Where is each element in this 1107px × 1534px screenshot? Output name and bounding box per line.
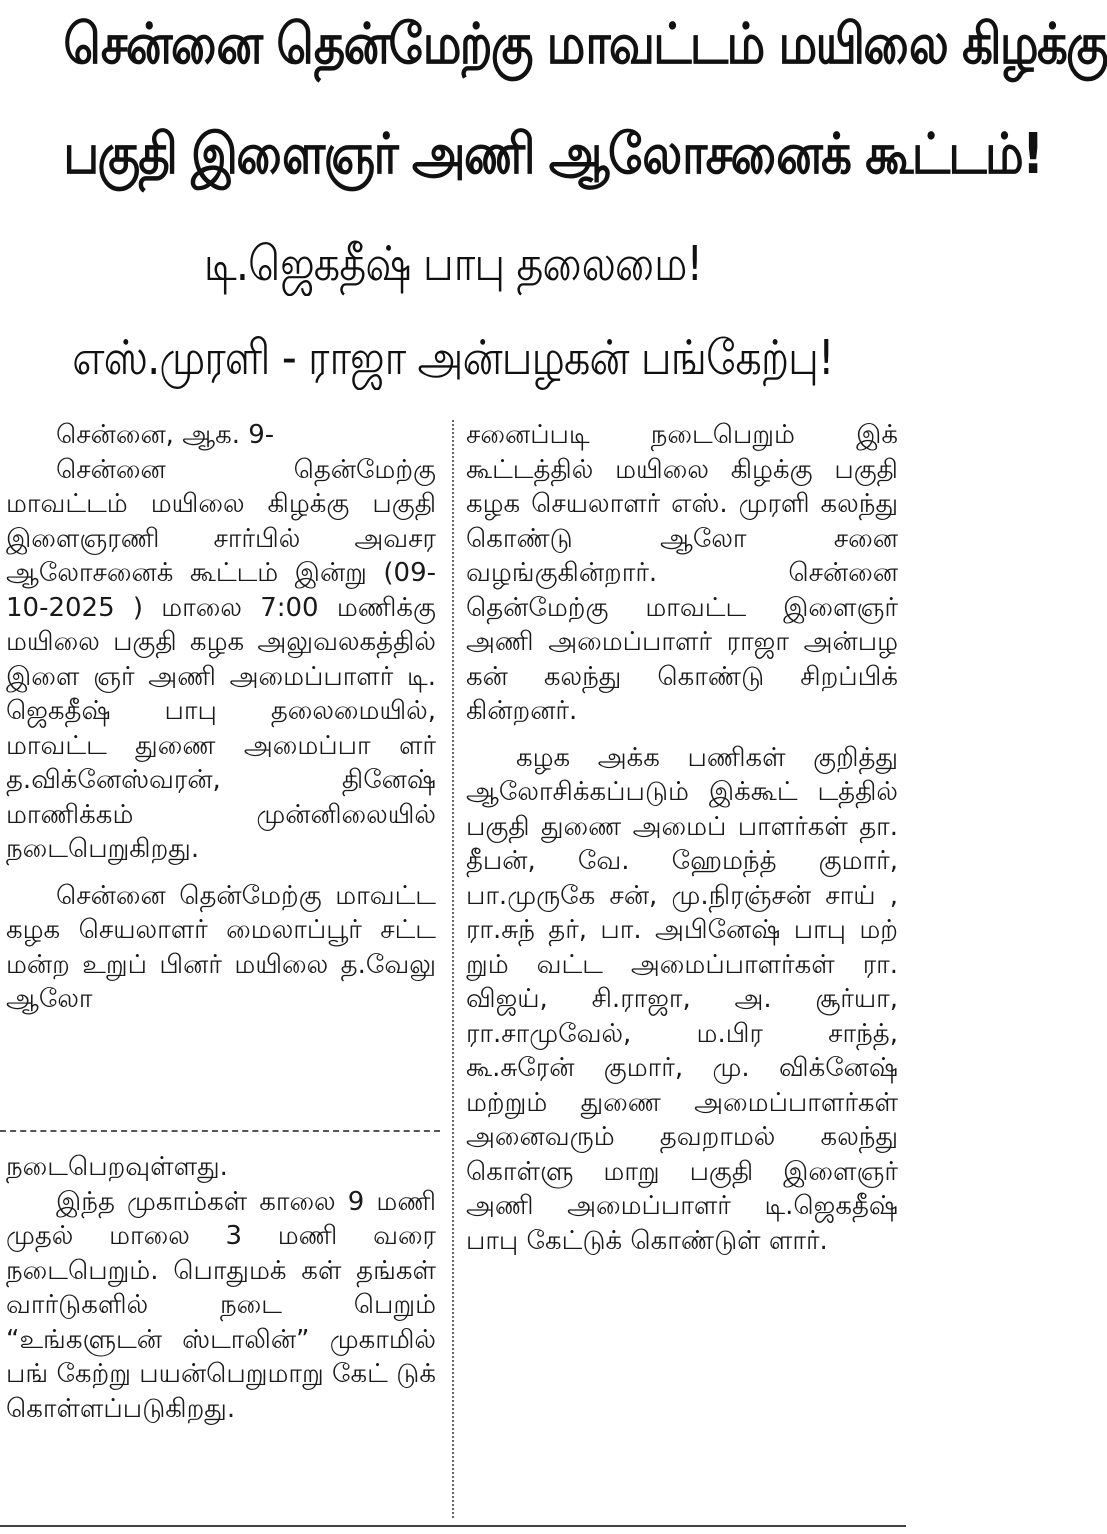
section-divider: [0, 1130, 440, 1132]
article-left-column: [6, 418, 436, 1130]
article-right-column: [466, 418, 898, 1508]
paragraph: இந்த முகாம்கள் காலை 9 மணி முதல் மாலை 3 மணி வரை நடைபெறும். பொதுமக் கள் தங்கள் வார்டுகளில் நடை பெறும் “உங்களுடன் ஸ்டாலின்” முகாமில் பங் கேற்று பயன்பெறுமாறு கேட் டுக் கொள்ளப்படுகிறது.: [6, 1186, 436, 1424]
headline-line-2: பகுதி இளைஞர் அணி ஆலோசனைக் கூட்டம்!: [63, 122, 1043, 187]
dateline: சென்னை, ஆக. 9-: [56, 420, 275, 450]
headline-line-1: சென்னை தென்மேற்கு மாவட்டம் மயிலை கிழக்கு: [63, 12, 1107, 77]
paragraph: சென்னை தென்மேற்கு மாவட்ட கழக செயலாளர் மைலாப்பூர் சட்ட மன்ற உறுப் பினர் மயிலை த.வேலு ஆலோ: [6, 880, 436, 1014]
article-left-bottom-column: [6, 1150, 436, 1500]
paragraph: சென்னை தென்மேற்கு மாவட்டம் மயிலை கிழக்கு பகுதி இளைஞரணி சார்பில் அவசர ஆலோசனைக் கூட்டம் இன்று (09-10-2025 ) மாலை 7:00 மணிக்கு மயிலை பகுதி கழக அலுவலகத்தில் இளை ஞர் அணி அமைப்பாளர் டி. ஜெகதீஷ் பாபு தலைமையில், மாவட்ட துணை அமைப்பா ளர் த.விக்னேஸ்வரன், தினேஷ் மாணிக்கம் முன்னிலையில் நடைபெறுகிறது.: [6, 454, 436, 864]
paragraph: சனைப்படி நடைபெறும் இக் கூட்டத்தில் மயிலை கிழக்கு பகுதி கழக செயலாளர் எஸ். முரளி கலந்து கொண்டு ஆலோ சனை வழங்குகின்றார். சென்னை தென்மேற்கு மாவட்ட இளைஞர் அணி அமைப்பாளர் ராஜா அன்பழ கன் கலந்து கொண்டு சிறப்பிக் கின்றனர்.: [466, 420, 898, 726]
bottom-border: [0, 1525, 906, 1527]
subheadline-line-1: டி.ஜெகதீஷ் பாபு தலைமை!: [203, 236, 703, 292]
subheadline-line-2: எஸ்.முரளி - ராஜா அன்பழகன் பங்கேற்பு!: [72, 330, 834, 386]
paragraph: கழக அக்க பணிகள் குறித்து ஆலோசிக்கப்படும் இக்கூட் டத்தில் பகுதி துணை அமைப் பாளர்கள் தா. தீபன், வே. ஹேமந்த் குமார், பா.முருகே சன், மு.நிரஞ்சன் சாய் , ரா.சுந் தர், பா. அபினேஷ் பாபு மற் றும் வட்ட அமைப்பாளர்கள் ரா. விஜய், சி.ராஜா, அ. சூர்யா, ரா.சாமுவேல், ம.பிர சாந்த், கூ.சுரேன் குமார், மு. விக்னேஷ் மற்றும் துணை அமைப்பாளர்கள் அனைவரும் தவறாமல் கலந்து கொள்ளு மாறு பகுதி இளைஞர் அணி அமைப்பாளர் டி.ஜெகதீஷ் பாபு கேட்டுக் கொண்டுள் ளார்.: [466, 742, 898, 1256]
column-divider: [452, 420, 454, 1518]
paragraph: நடைபெறவுள்ளது.: [6, 1152, 228, 1182]
